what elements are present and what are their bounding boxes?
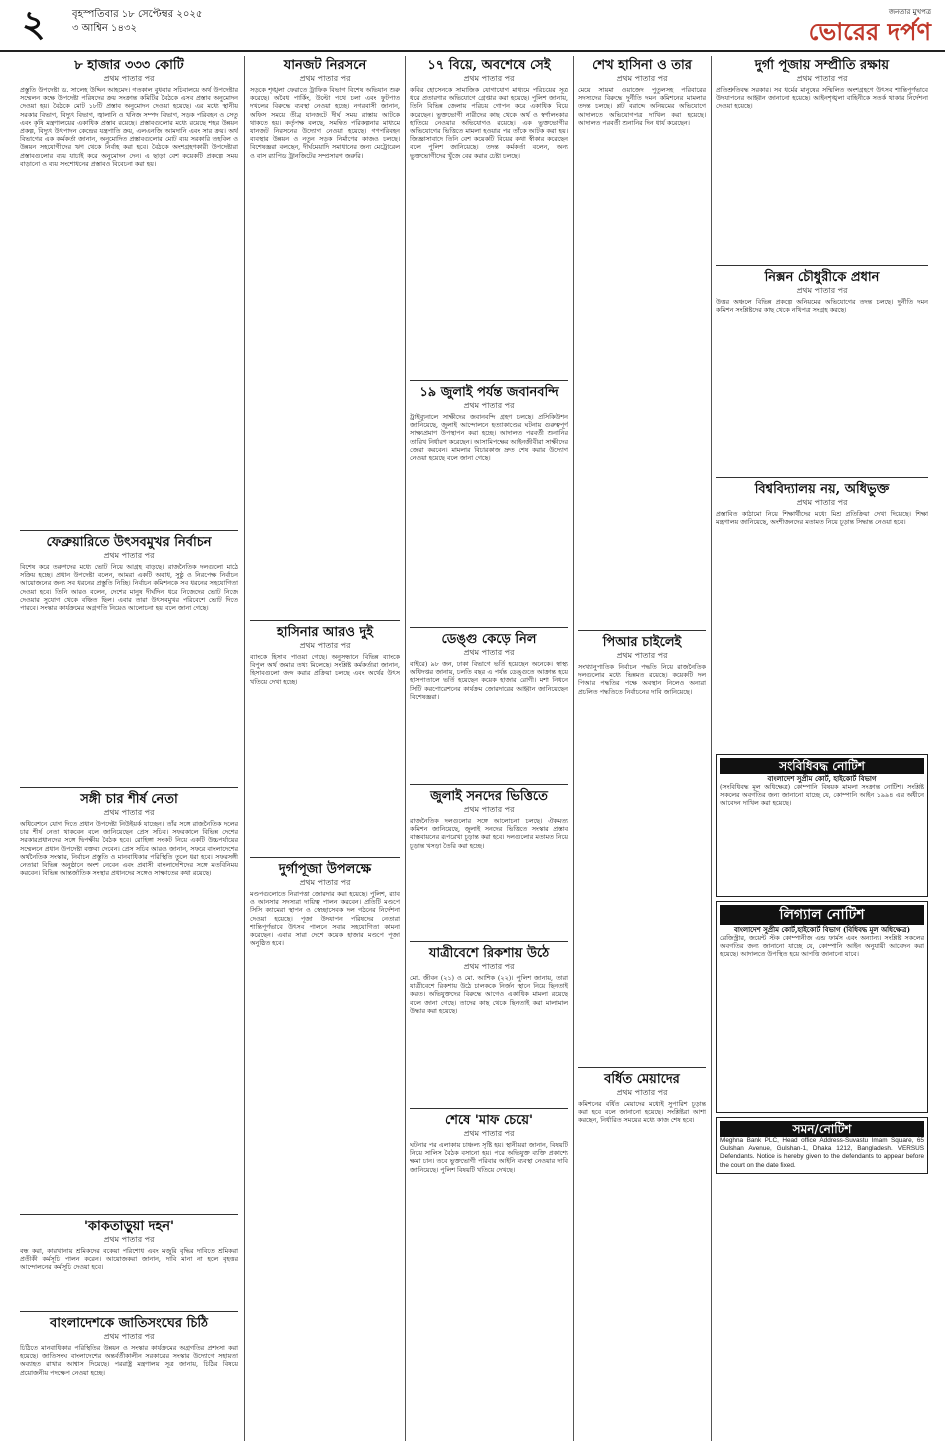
article-body: ঘটনার পর এলাকায় চাঞ্চল্য সৃষ্টি হয়। স্থানীয়রা জানান, বিষয়টি নিয়ে সালিস বৈঠক বসানো হয়। পরে অভিযুক্ত ব্যক্তি প্রকাশ্যে ক্ষমা চান। তবে ভুক্তভোগী পরিবার আইনি ব্যবস্থা নেওয়ার দাবি জানিয়েছে। পুলিশ বিষয়টি খতিয়ে দেখছে।: [410, 1141, 568, 1174]
article-body: রাজনৈতিক দলগুলোর সঙ্গে আলোচনা চলছে। ঐকমত্য কমিশন জানিয়েছে, জুলাই সনদের ভিত্তিতে সংস্কার প্রস্তাব বাস্তবায়নের রূপরেখা চূড়ান্ত করা হবে। দলগুলোর মতামত নিয়ে চূড়ান্ত খসড়া তৈরি করা হচ্ছে।: [410, 817, 568, 850]
continuation-label: প্রথম পাতার পর: [103, 808, 155, 817]
article-body: কমিশনের বর্ধিত মেয়াদের মধ্যেই সুপারিশ চূড়ান্ত করা হবে বলে জানানো হয়েছে। সংশ্লিষ্টরা আশা করছেন, নির্ধারিত সময়ের মধ্যে কাজ শেষ হবে।: [578, 1100, 706, 1125]
article-body: বিশেষ করে তরুণদের মধ্যে ভোট নিয়ে আগ্রহ বাড়ছে। রাজনৈতিক দলগুলো মাঠে সক্রিয় হচ্ছে। প্রধান উপদেষ্টা বলেন, আমরা একটি অবাধ, সুষ্ঠু ও নিরপেক্ষ নির্বাচন আয়োজনের জন্য সব ধরনের প্রস্তুতি নিচ্ছি। নির্বাচন কমিশনকে সব ধরনের সহযোগিতা দেওয়া হবে। তিনি আরও বলেন, দেশের মানুষ দীর্ঘদিন ধরে নিজেদের ভোট নিজে দেওয়ার সুযোগ থেকে বঞ্চিত ছিল। এবার তারা উৎসবমুখর পরিবেশে ভোট দিতে পারবে। সংস্কার কার্যক্রমের অগ্রগতি নিয়েও আলোচনা হয় বলে জানা গেছে।: [20, 563, 238, 613]
notice-header: সমন/নোটিশ: [720, 1121, 924, 1137]
column-1: [20, 56, 238, 1441]
article-body: অধিবেশনে যোগ দিতে প্রধান উপদেষ্টা নিউইয়র্ক যাচ্ছেন। তাঁর সঙ্গে রাজনৈতিক দলের চার শীর্ষ নেতা থাকবেন বলে জানিয়েছেন প্রেস সচিব। সফরকালে বিভিন্ন দেশের সরকারপ্রধানদের সঙ্গে দ্বিপক্ষীয় বৈঠক হবে। রোহিঙ্গা সংকট নিয়ে একটি উচ্চপর্যায়ের সম্মেলনে প্রধান উপদেষ্টা বক্তব্য দেবেন। প্রেস সচিব আরও জানান, সফরে বাংলাদেশের অর্থনৈতিক সংস্কার, নির্বাচন প্রস্তুতি ও মানবাধিকার পরিস্থিতি তুলে ধরা হবে। সফরসঙ্গী নেতারা বিভিন্ন অনুষ্ঠানে অংশ নেবেন এবং প্রবাসী বাংলাদেশিদের সঙ্গে মতবিনিময় করবেন। বিভিন্ন আন্তর্জাতিক সংস্থার প্রধানদের সঙ্গেও সাক্ষাতের কথা রয়েছে।: [20, 820, 238, 878]
continuation-label: প্রথম পাতার পর: [299, 641, 351, 650]
continuation-label: প্রথম পাতার পর: [463, 805, 515, 814]
article-traffic: [250, 58, 400, 616]
headline: শেষে 'মাফ চেয়ে': [444, 1113, 534, 1128]
article-february-election: [20, 535, 238, 783]
article-nixon: [716, 270, 928, 473]
article-body: প্রস্তাবিত কাঠামো নিয়ে শিক্ষার্থীদের মধ্যে মিশ্র প্রতিক্রিয়া দেখা দিয়েছে। শিক্ষা মন্ত্রণালয় জানিয়েছে, অংশীজনদের মতামত নিয়ে চূড়ান্ত সিদ্ধান্ত নেওয়া হবে।: [716, 510, 928, 527]
article-july-charter: [410, 789, 568, 937]
continuation-label: প্রথম পাতার পর: [103, 551, 155, 560]
article-body: মেয়ে সায়মা ওয়াজেদ পুতুলসহ পরিবারের সদস্যদের বিরুদ্ধে দুর্নীতি দমন কমিশনের মামলার তদন্ত চলছে। প্লট বরাদ্দে অনিয়মের অভিযোগে আদালতে অভিযোগপত্র দাখিল করা হয়েছে। আদালত পরবর্তী শুনানির দিন ধার্য করেছেন।: [578, 86, 706, 127]
headline: 'কাকতাড়ুয়া দহন': [83, 1219, 175, 1234]
article-durga-harmony: [716, 58, 928, 261]
notice-title: বাংলাদেশ সুপ্রীম কোর্ট, হাইকোর্ট বিভাগ: [767, 774, 877, 783]
headline: ১৯ জুলাই পর্যন্ত জবানবন্দি: [419, 385, 559, 400]
article-un-letter: [20, 1316, 238, 1377]
continuation-label: প্রথম পাতার পর: [796, 74, 848, 83]
notice-body: Meghna Bank PLC, Head office Address-Suvastu Imam Square, 65 Gulshan Avenue, Gulshan-1, Dhaka 1212, Bangladesh. VERSUS Defendants. Notice is hereby given to the defendants to appear before the court on the date fixed.: [720, 1137, 924, 1169]
article-17-marriages: [410, 58, 568, 376]
notice-body: (সংবিধিবদ্ধ মূল অধিক্ষেত্র) কোম্পানি বিষয়ক মামলা সংক্রান্ত নোটিশ। সংশ্লিষ্ট সকলের অবগতির জন্য জানানো যাচ্ছে যে, কোম্পানি আইন ১৯৯৪ এর অধীনে আবেদন দাখিল করা হয়েছে।: [720, 783, 924, 808]
article-apology: [410, 1113, 568, 1174]
continuation-label: প্রথম পাতার পর: [299, 74, 351, 83]
headline: সঙ্গী চার শীর্ষ নেতা: [80, 792, 178, 807]
continuation-label: প্রথম পাতার পর: [796, 286, 848, 295]
article-sheikh-hasina: [578, 58, 706, 626]
article-pr: [578, 635, 706, 1063]
headline: নিক্সন চৌধুরীকে প্রধান: [764, 270, 880, 285]
continuation-label: প্রথম পাতার পর: [463, 1129, 515, 1138]
continuation-label: প্রথম পাতার পর: [463, 401, 515, 410]
headline: বাংলাদেশকে জাতিসংঘের চিঠি: [49, 1316, 209, 1331]
column-2: [250, 56, 400, 1441]
column-divider: [711, 56, 712, 1441]
article-body: ট্রাইব্যুনালে সাক্ষীদের জবানবন্দি গ্রহণ চলছে। প্রসিকিউশন জানিয়েছে, জুলাই আন্দোলনে হত্যাকাণ্ডের ঘটনায় গুরুত্বপূর্ণ সাক্ষ্যপ্রমাণ উপস্থাপন করা হচ্ছে। আদালত পরবর্তী শুনানির তারিখ নির্ধারণ করেছেন। আসামিপক্ষের আইনজীবীরা সাক্ষীদের জেরা করবেন। মামলার বিচারকাজ দ্রুত শেষ করার উদ্যোগ নেওয়া হয়েছে বলে জানা গেছে।: [410, 413, 568, 463]
continuation-label: প্রথম পাতার পর: [299, 878, 351, 887]
continuation-label: প্রথম পাতার পর: [616, 1088, 668, 1097]
headline: বর্ধিত মেয়াদের: [604, 1072, 680, 1087]
brand-name: ভোরের দর্পণ: [808, 17, 931, 46]
article-university: [716, 482, 928, 750]
headline: জুলাই সনদের ভিত্তিতে: [430, 789, 548, 804]
headline: যাত্রীবেশে রিকশায় উঠে: [428, 946, 550, 961]
brand-tagline: জনতার মুখপত্র: [888, 8, 931, 16]
article-body: উত্তর অঞ্চলে বিভিন্ন প্রকল্পে অনিয়মের অভিযোগের তদন্ত চলছে। দুর্নীতি দমন কমিশন সংশ্লিষ্টদের কাছ থেকে নথিপত্র সংগ্রহ করছে।: [716, 298, 928, 315]
page-number: ২: [22, 3, 46, 45]
date-bengali: ৩ আশ্বিন ১৪৩২: [72, 23, 138, 34]
article-body: সংখ্যানুপাতিক নির্বাচন পদ্ধতি নিয়ে রাজনৈতিক দলগুলোর মধ্যে ভিন্নমত রয়েছে। কয়েকটি দল পিআর পদ্ধতির পক্ষে অবস্থান নিলেও অন্যরা প্রচলিত পদ্ধতিতে নির্বাচনের দাবি জানিয়েছে।: [578, 663, 706, 696]
article-rickshaw: [410, 946, 568, 1104]
headline: বিশ্ববিদ্যালয় নয়, অধিভুক্ত: [754, 482, 890, 497]
notice-header: সংবিধিবদ্ধ নোটিশ: [720, 758, 924, 774]
notice-title: বাংলাদেশ সুপ্রীম কোর্ট,হাইকোর্ট বিভাগ (বিধিবদ্ধ মূল অধিক্ষেত্র): [733, 925, 911, 934]
continuation-label: প্রথম পাতার পর: [796, 498, 848, 507]
notice-body: রেজিস্ট্রার, জয়েন্ট স্টক কোম্পানীজ এন্ড ফার্মস এবং অন্যান্য। সংশ্লিষ্ট সকলের অবগতির জন্য জানানো যাচ্ছে যে, কোম্পানি আইন অনুযায়ী আবেদন করা হয়েছে। আদালতে উপস্থিত হয়ে আপত্তি জানানো যাবে।: [720, 934, 924, 959]
continuation-label: প্রথম পাতার পর: [616, 74, 668, 83]
notice-header: লিগ্যাল নোটিশ: [720, 905, 924, 925]
legal-notice: [716, 901, 928, 1113]
headline: ফেব্রুয়ারিতে উৎসবমুখর নির্বাচন: [46, 535, 212, 550]
headline: দুর্গাপূজা উপলক্ষে: [278, 862, 372, 877]
article-body: প্রতিশ্রুতিবদ্ধ সরকার। সব ধর্মের মানুষের সম্মিলিত অংশগ্রহণে উৎসব শান্তিপূর্ণভাবে উদযাপনের আহ্বান জানানো হয়েছে। আইনশৃঙ্খলা বাহিনীকে সতর্ক থাকার নির্দেশনা দেওয়া হয়েছে।: [716, 86, 928, 111]
continuation-label: প্রথম পাতার পর: [616, 651, 668, 660]
column-4: [578, 56, 706, 1441]
date-line: [72, 8, 202, 36]
article-body: কবির হোসেনকে সামাজিক যোগাযোগ মাধ্যমে পরিচয়ের সূত্র ধরে প্রতারণার অভিযোগে গ্রেপ্তার করা হয়েছে। পুলিশ জানায়, তিনি বিভিন্ন জেলায় পরিচয় গোপন করে একাধিক বিয়ে করেছেন। ভুক্তভোগী নারীদের কাছ থেকে অর্থ ও স্বর্ণালংকার হাতিয়ে নেওয়ার অভিযোগও রয়েছে। এক ভুক্তভোগীর অভিযোগের ভিত্তিতে মামলা হওয়ার পর তাঁকে আটক করা হয়। জিজ্ঞাসাবাদে তিনি বেশ কয়েকটি বিয়ের কথা স্বীকার করেছেন বলে পুলিশ জানিয়েছে। তদন্ত কর্মকর্তা বলেন, অন্য ভুক্তভোগীদের খুঁজে বের করার চেষ্টা চলছে।: [410, 86, 568, 160]
article-dengue: [410, 632, 568, 780]
article-8-hajar: [20, 58, 238, 526]
column-3: [410, 56, 568, 1441]
headline: দুর্গা পূজায় সম্প্রীতি রক্ষায়: [754, 58, 890, 73]
article-body: চিঠিতে মানবাধিকার পরিস্থিতির উন্নয়ন ও সংস্কার কার্যক্রমের অগ্রগতির প্রশংসা করা হয়েছে। জাতিসংঘ বাংলাদেশের অন্তর্বর্তীকালীন সরকারের সংস্কার উদ্যোগে সহায়তা অব্যাহত রাখার আশ্বাস দিয়েছে। পররাষ্ট্র মন্ত্রণালয় সূত্র জানায়, চিঠির বিষয়ে প্রয়োজনীয় পদক্ষেপ নেওয়া হচ্ছে।: [20, 1344, 238, 1377]
article-four-leaders: [20, 792, 238, 1210]
continuation-label: প্রথম পাতার পর: [103, 1332, 155, 1341]
headline: ডেঙ্গু কেড়ে নিল: [441, 632, 537, 647]
article-body: সড়কে শৃঙ্খলা ফেরাতে ট্রাফিক বিভাগ বিশেষ অভিযান শুরু করেছে। অবৈধ পার্কিং, উল্টো পথে চলা এবং ফুটপাত দখলের বিরুদ্ধে ব্যবস্থা নেওয়া হচ্ছে। নগরবাসী জানান, অফিস সময়ে তীব্র যানজটে দীর্ঘ সময় রাস্তায় আটকে থাকতে হয়। কর্তৃপক্ষ বলছে, সমন্বিত পরিকল্পনার মাধ্যমে যানজট নিরসনের উদ্যোগ নেওয়া হয়েছে। গণপরিবহন ব্যবস্থার উন্নয়ন ও নতুন সড়ক নির্মাণের কাজও চলছে। বিশেষজ্ঞরা বলছেন, দীর্ঘমেয়াদি সমাধানের জন্য মেট্রোরেল ও বাস র‍্যাপিড ট্রানজিটের সম্প্রসারণ জরুরি।: [250, 86, 400, 160]
masthead: [0, 0, 945, 52]
headline: যানজট নিরসনে: [283, 58, 367, 73]
column-divider: [244, 56, 245, 1441]
article-durga-puja: [250, 862, 400, 947]
continuation-label: প্রথম পাতার পর: [463, 74, 515, 83]
article-hasina-accounts: [250, 625, 400, 853]
continuation-label: প্রথম পাতার পর: [103, 1235, 155, 1244]
continuation-label: প্রথম পাতার পর: [463, 962, 515, 971]
article-body: ব্যাংকে হিসাব পাওয়া গেছে। অনুসন্ধানে বিভিন্ন ব্যাংকে বিপুল অর্থ জমার তথ্য মিলেছে। সংশ্লিষ্ট কর্মকর্তারা জানান, হিসাবগুলো জব্দ করার প্রক্রিয়া চলছে এবং অর্থের উৎস খতিয়ে দেখা হচ্ছে।: [250, 653, 400, 686]
article-extended-term: [578, 1072, 706, 1125]
newspaper-logo: [809, 6, 931, 46]
article-scarecrow: [20, 1219, 238, 1307]
headline: হাসিনার আরও দুই: [276, 625, 374, 640]
summons-notice: [716, 1117, 928, 1174]
article-body: বাইরে) ৯৮ জন, ঢাকা বিভাগে ভর্তি হয়েছেন অনেকে। স্বাস্থ্য অধিদপ্তর জানায়, চলতি বছর এ পর্যন্ত ডেঙ্গুতে আক্রান্ত হয়ে হাসপাতালে ভর্তি হয়েছেন কয়েক হাজার রোগী। মশা নিধনে সিটি করপোরেশনের কার্যক্রম জোরদারের আহ্বান জানিয়েছেন বিশেষজ্ঞরা।: [410, 660, 568, 701]
article-body: বন্ধ করা, কারখানায় শ্রমিকদের বকেয়া পরিশোধ এবং মজুরি বৃদ্ধির দাবিতে শ্রমিকরা প্রতীকী কর্মসূচি পালন করেন। আয়োজকরা জানান, দাবি মানা না হলে বৃহত্তর আন্দোলনের কর্মসূচি দেওয়া হবে।: [20, 1247, 238, 1272]
article-body: মো. জীবন (২১) ও মো. আশিক (২২)। পুলিশ জানায়, তারা যাত্রীবেশে রিকশায় উঠে চালককে নির্জন স্থানে নিয়ে ছিনতাই করত। অভিযুক্তদের বিরুদ্ধে আগেও একাধিক মামলা রয়েছে বলে জানা গেছে। তাদের কাছ থেকে ছিনতাই করা মালামাল উদ্ধার করা হয়েছে।: [410, 974, 568, 1015]
headline: পিআর চাইলেই: [602, 635, 682, 650]
continuation-label: প্রথম পাতার পর: [463, 648, 515, 657]
article-body: মণ্ডপগুলোতে নিরাপত্তা জোরদার করা হয়েছে। পুলিশ, র‍্যাব ও আনসার সদস্যরা দায়িত্ব পালন করবেন। প্রতিটি মণ্ডপে সিসি ক্যামেরা স্থাপন ও স্বেচ্ছাসেবক দল গঠনের নির্দেশনা দেওয়া হয়েছে। পূজা উদযাপন পরিষদের নেতারা শান্তিপূর্ণভাবে উৎসব পালনে সবার সহযোগিতা কামনা করেছেন। এবার সারা দেশে কয়েক হাজার মণ্ডপে পূজা অনুষ্ঠিত হবে।: [250, 890, 400, 948]
headline: ১৭ বিয়ে, অবশেষে সেই: [427, 58, 551, 73]
column-5: [716, 56, 928, 1441]
headline: শেখ হাসিনা ও তার: [592, 58, 692, 73]
article-july-testimony: [410, 385, 568, 623]
date-gregorian: বৃহস্পতিবার ১৮ সেপ্টেম্বর ২০২৫: [72, 9, 203, 20]
statutory-notice: [716, 754, 928, 897]
headline: ৮ হাজার ৩৩৩ কোটি: [74, 58, 184, 73]
continuation-label: প্রথম পাতার পর: [103, 74, 155, 83]
column-divider: [573, 56, 574, 1441]
column-divider: [405, 56, 406, 1441]
article-body: প্রস্তুতি উপদেষ্টা ড. সালেহ উদ্দিন আহমেদ। গতকাল বুধবার সচিবালয়ে অর্থ উপদেষ্টার সম্মেলন কক্ষে উপদেষ্টা পরিষদের ক্রয় সংক্রান্ত কমিটির বৈঠকে এসব প্রস্তাব অনুমোদন দেওয়া হয়। বৈঠকে মোট ১৮টি প্রস্তাব অনুমোদন দেওয়া হয়েছে। এর মধ্যে স্থানীয় সরকার বিভাগ, বিদ্যুৎ বিভাগ, জ্বালানি ও খনিজ সম্পদ বিভাগ, সড়ক পরিবহন ও সেতু এবং কৃষি মন্ত্রণালয়ের একাধিক প্রস্তাব রয়েছে। প্রস্তাবগুলোর মধ্যে রয়েছে শহর উন্নয়ন প্রকল্প, বিদ্যুৎ উৎপাদন কেন্দ্রের যন্ত্রপাতি ক্রয়, এলএনজি আমদানি এবং সার ক্রয়। অর্থ বিভাগের এক কর্মকর্তা জানান, অনুমোদিত প্রস্তাবগুলোর মোট ব্যয় সরকারি তহবিল ও উন্নয়ন সহযোগীদের ঋণ থেকে নির্বাহ করা হবে। বৈঠকে অংশগ্রহণকারী উপদেষ্টারা প্রস্তাবগুলোর ব্যয় যাচাই করে অনুমোদন দেন। এ ছাড়া বেশ কয়েকটি প্রকল্পে সময় বাড়ানো ও ব্যয় সংশোধনের প্রস্তাবও বিবেচনা করা হয়।: [20, 86, 238, 168]
